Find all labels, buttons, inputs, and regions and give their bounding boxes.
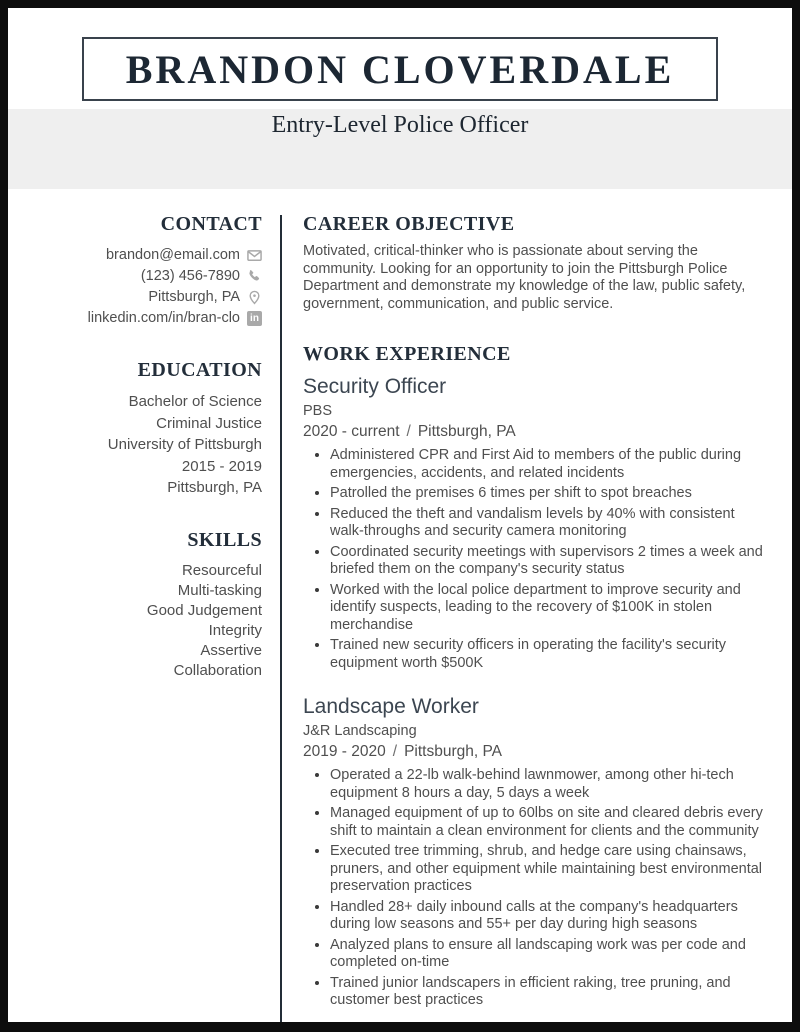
candidate-name: BRANDON CLOVERDALE — [125, 46, 675, 92]
main-column — [282, 189, 792, 1032]
skill-item: Good Judgement — [146, 601, 262, 619]
sidebar — [8, 189, 280, 1032]
objective-section — [303, 213, 768, 313]
job-company: PBS — [303, 403, 333, 419]
education-heading: EDUCATION — [137, 359, 262, 381]
education-dates: 2015 - 2019 — [181, 457, 262, 475]
contact-linkedin-row — [16, 308, 262, 329]
job-dateline — [303, 423, 768, 441]
contact-email-row — [16, 245, 262, 266]
skills-heading: SKILLS — [187, 528, 262, 551]
contact-section — [16, 213, 262, 329]
job-dates: 2019 - 2020 — [303, 743, 386, 760]
work-experience-section — [303, 343, 768, 1010]
dates-separator: / — [392, 743, 398, 760]
job-title: Landscape Worker — [303, 695, 479, 718]
skills-section — [16, 529, 262, 681]
bullet-item: • Coordinated security meetings with supervisors 2 times a week and briefed them on the company's security status — [330, 544, 768, 579]
education-school: University of Pittsburgh — [107, 436, 262, 453]
job-entry — [303, 374, 768, 672]
bullet-item: • Operated a 22-lb walk-behind lawnmower, among other hi-tech equipment 8 hours a day, 5 days a week — [330, 767, 768, 802]
location-icon — [247, 290, 262, 305]
bullet-item: • Executed tree trimming, shrub, and hedge care using chainsaws, pruners, and other equipment while maintaining best environmental preservation practices — [330, 843, 768, 896]
work-experience-heading: WORK EXPERIENCE — [303, 343, 511, 365]
bullet-item: • Analyzed plans to ensure all landscaping work was per code and completed on-time — [330, 937, 768, 972]
objective-heading: CAREER OBJECTIVE — [303, 213, 515, 235]
job-entry — [303, 694, 768, 1010]
job-dateline — [303, 743, 768, 761]
skill-item: Assertive — [200, 641, 262, 659]
job-title: Security Officer — [303, 375, 447, 398]
bullet-item: • Handled 28+ daily inbound calls at the company's headquarters during low seasons and 55+ per day during high seasons — [330, 899, 768, 934]
education-major: Criminal Justice — [156, 414, 262, 432]
contact-email-text: brandon@email.com — [105, 247, 240, 263]
phone-icon — [247, 269, 262, 284]
job-target-title: Entry-Level Police Officer — [271, 112, 529, 138]
resume-header — [8, 37, 792, 189]
skill-item: Collaboration — [173, 661, 262, 679]
skill-item: Integrity — [208, 621, 262, 639]
bullet-item: • Managed equipment of up to 60lbs on site and cleared debris every shift to maintain a clean environment for clients and the community — [330, 805, 768, 840]
content-columns — [8, 189, 792, 1032]
contact-phone-text: (123) 456-7890 — [140, 268, 240, 284]
bullet-item: • Trained new security officers in operating the facility's security equipment worth $500K — [330, 637, 768, 672]
skill-item: Resourceful — [181, 561, 262, 579]
job-location: Pittsburgh, PA — [417, 423, 516, 440]
job-bullets — [303, 447, 768, 672]
education-location: Pittsburgh, PA — [167, 479, 262, 496]
education-degree: Bachelor of Science — [128, 393, 262, 410]
bullet-item: • Patrolled the premises 6 times per shift to spot breaches — [330, 485, 768, 503]
bullet-item: • Administered CPR and First Aid to members of the public during emergencies, accidents, and related incidents — [330, 447, 768, 482]
dates-separator: / — [406, 423, 411, 440]
contact-location-text: Pittsburgh, PA — [148, 289, 240, 305]
linkedin-icon: in — [247, 311, 262, 326]
education-section — [16, 359, 262, 499]
contact-heading: CONTACT — [160, 213, 262, 235]
name-box — [82, 37, 718, 101]
job-company: J&R Landscaping — [303, 723, 417, 739]
contact-linkedin-text: linkedin.com/in/bran-clo — [87, 310, 240, 326]
contact-phone-row — [16, 266, 262, 287]
objective-text: Motivated, critical-thinker who is passionate about serving the community. Looking for an opportunity to join the Pittsburgh Police Department and demonstrate my knowledge of the law, public safety, government, communication, and public service. — [303, 243, 746, 312]
job-bullets — [303, 767, 768, 1010]
skill-item: Multi-tasking — [177, 581, 262, 599]
bullet-item: • Reduced the theft and vandalism levels by 40% with consistent walk-throughs and security camera monitoring — [330, 506, 768, 541]
contact-location-row — [16, 287, 262, 308]
job-location: Pittsburgh, PA — [404, 743, 502, 760]
job-dates: 2020 - current — [303, 423, 400, 440]
email-icon — [247, 248, 262, 263]
bullet-item: • Worked with the local police department to improve security and identify suspects, leading to the recovery of $100K in stolen merchandise — [330, 582, 768, 635]
bullet-item: • Trained junior landscapers in efficient raking, tree pruning, and customer best practices — [330, 975, 768, 1010]
